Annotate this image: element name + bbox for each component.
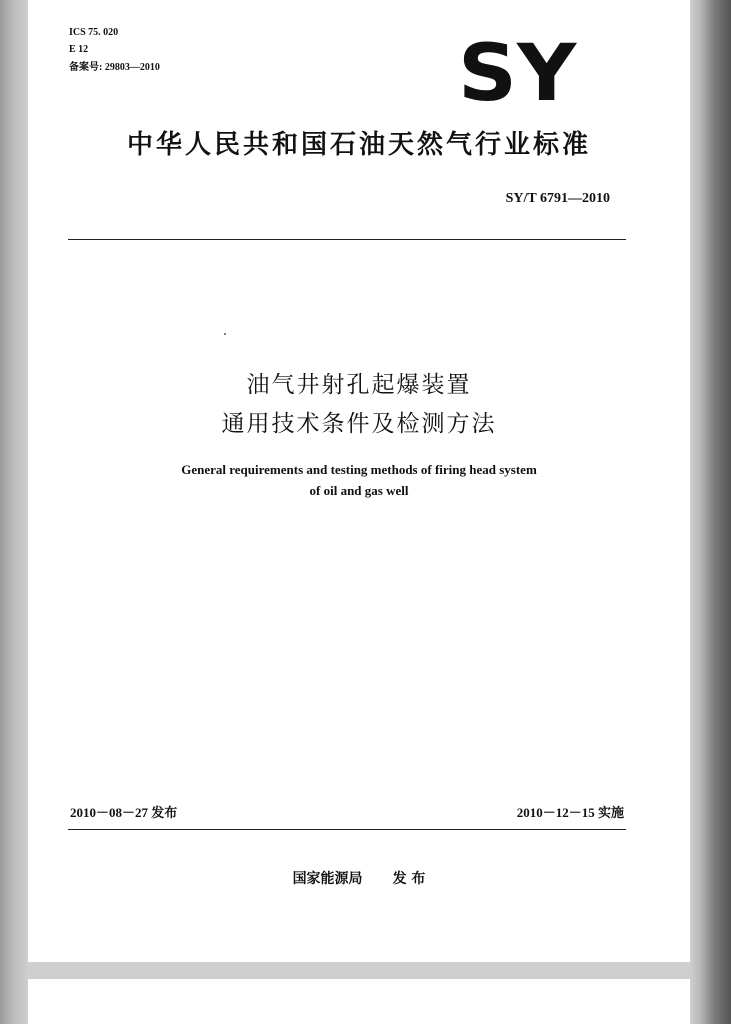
issuer-action: 发 布	[392, 871, 426, 887]
top-divider	[68, 239, 626, 240]
classification-code: E 12	[69, 44, 89, 55]
industry-standard-title: 中华人民共和国石油天然气行业标准	[126, 130, 591, 160]
issuer-line	[28, 868, 690, 888]
next-page-edge	[28, 979, 690, 1024]
title-cn-line2: 通用技术条件及检测方法	[221, 411, 497, 437]
title-cn-line1: 油气井射孔起爆装置	[246, 372, 472, 398]
ics-code: ICS 75. 020	[69, 27, 119, 38]
document-page	[28, 0, 690, 962]
standard-number: SY/T 6791—2010	[505, 191, 610, 206]
implementation-date: 2010－12－15 实施	[516, 805, 624, 820]
title-en-line1: General requirements and testing methods of firing head system	[181, 462, 537, 477]
issuer-name: 国家能源局	[292, 871, 363, 887]
scan-speck	[224, 333, 226, 335]
bottom-divider	[68, 829, 626, 830]
publish-date: 2010－08－27 发布	[70, 805, 178, 820]
title-en-line2: of oil and gas well	[309, 483, 409, 498]
sy-logo: SY	[458, 29, 577, 119]
record-number: 备案号: 29803—2010	[69, 62, 160, 73]
